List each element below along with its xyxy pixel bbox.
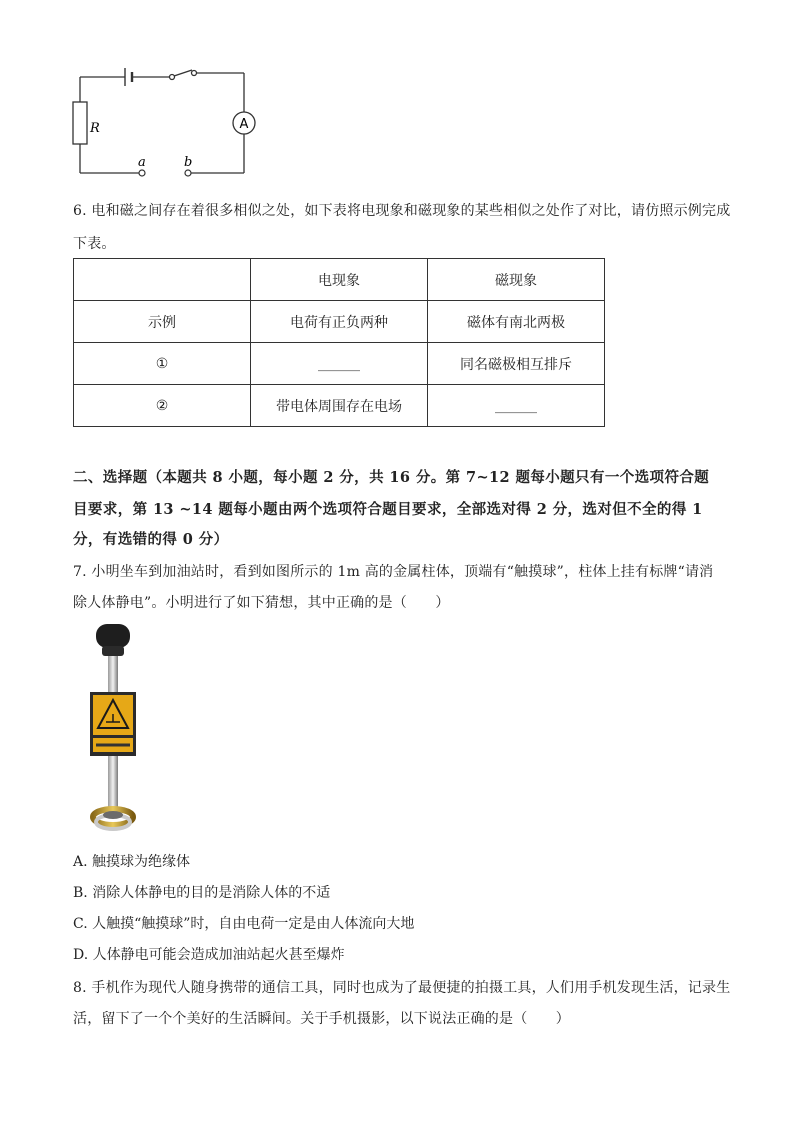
table-cell: 示例 — [74, 301, 251, 343]
table-header-row — [74, 259, 605, 301]
resistor-icon — [73, 102, 87, 144]
resistor-label: R — [90, 121, 100, 136]
section-2-heading-line-3: 分，有选错的得 0 分） — [73, 531, 229, 548]
terminal-b — [185, 170, 191, 176]
table-row — [74, 385, 605, 427]
terminal-a-label: a — [138, 155, 146, 170]
table-cell: ② — [74, 385, 251, 427]
q7-line-1: 7. 小明坐车到加油站时，看到如图所示的 1m 高的金属柱体，顶端有“触摸球”，柱体上挂有标牌“请消 — [73, 564, 714, 580]
ammeter-label: A — [239, 117, 249, 132]
table-cell: ① — [74, 343, 251, 385]
q7-option-b[interactable]: B. 消除人体静电的目的是消除人体的不适 — [73, 885, 331, 901]
q8-line-2: 活，留下了一个个美好的生活瞬间。关于手机摄影，以下说法正确的是（ ） — [73, 1011, 570, 1027]
table-cell: 带电体周围存在电场 — [251, 385, 428, 427]
table-header-cell: 磁现象 — [428, 259, 605, 301]
table-cell-blank: ______ — [251, 343, 428, 385]
q7-option-a[interactable]: A. 触摸球为绝缘体 — [73, 854, 191, 870]
table-cell-blank: ______ — [428, 385, 605, 427]
static-discharge-post-image — [82, 622, 144, 836]
battery-icon — [125, 68, 132, 86]
circuit-diagram — [60, 60, 270, 190]
table-row — [74, 343, 605, 385]
table-cell: 磁体有南北两极 — [428, 301, 605, 343]
ammeter-icon — [233, 112, 255, 134]
q6-line-2: 下表。 — [73, 236, 116, 252]
terminal-a — [139, 170, 145, 176]
q8-line-1: 8. 手机作为现代人随身携带的通信工具，同时也成为了最便捷的拍摄工具，人们用手机发现生活，记录生 — [73, 980, 731, 996]
section-2-heading-line-1: 二、选择题（本题共 8 小题，每小题 2 分，共 16 分。第 7~12 题每小题只有一个选项符合题 — [73, 469, 710, 486]
section-2-heading-line-2: 目要求，第 13 ~14 题每小题由两个选项符合题目要求，全部选对得 2 分，选对但不全的得 1 — [73, 501, 703, 518]
switch-icon — [170, 70, 197, 80]
table-cell: 同名磁极相互排斥 — [428, 343, 605, 385]
terminal-b-label: b — [184, 155, 193, 170]
comparison-table — [73, 258, 605, 427]
table-row — [74, 301, 605, 343]
table-header-cell: 电现象 — [251, 259, 428, 301]
q6-line-1: 6. 电和磁之间存在着很多相似之处，如下表将电现象和磁现象的某些相似之处作了对比，请仿照示例完成 — [73, 203, 731, 219]
q7-option-c[interactable]: C. 人触摸“触摸球”时，自由电荷一定是由人体流向大地 — [73, 916, 415, 932]
q7-option-d[interactable]: D. 人体静电可能会造成加油站起火甚至爆炸 — [73, 947, 345, 963]
table-header-cell — [74, 259, 251, 301]
table-cell: 电荷有正负两种 — [251, 301, 428, 343]
q7-line-2: 除人体静电”。小明进行了如下猜想，其中正确的是（ ） — [73, 595, 450, 611]
